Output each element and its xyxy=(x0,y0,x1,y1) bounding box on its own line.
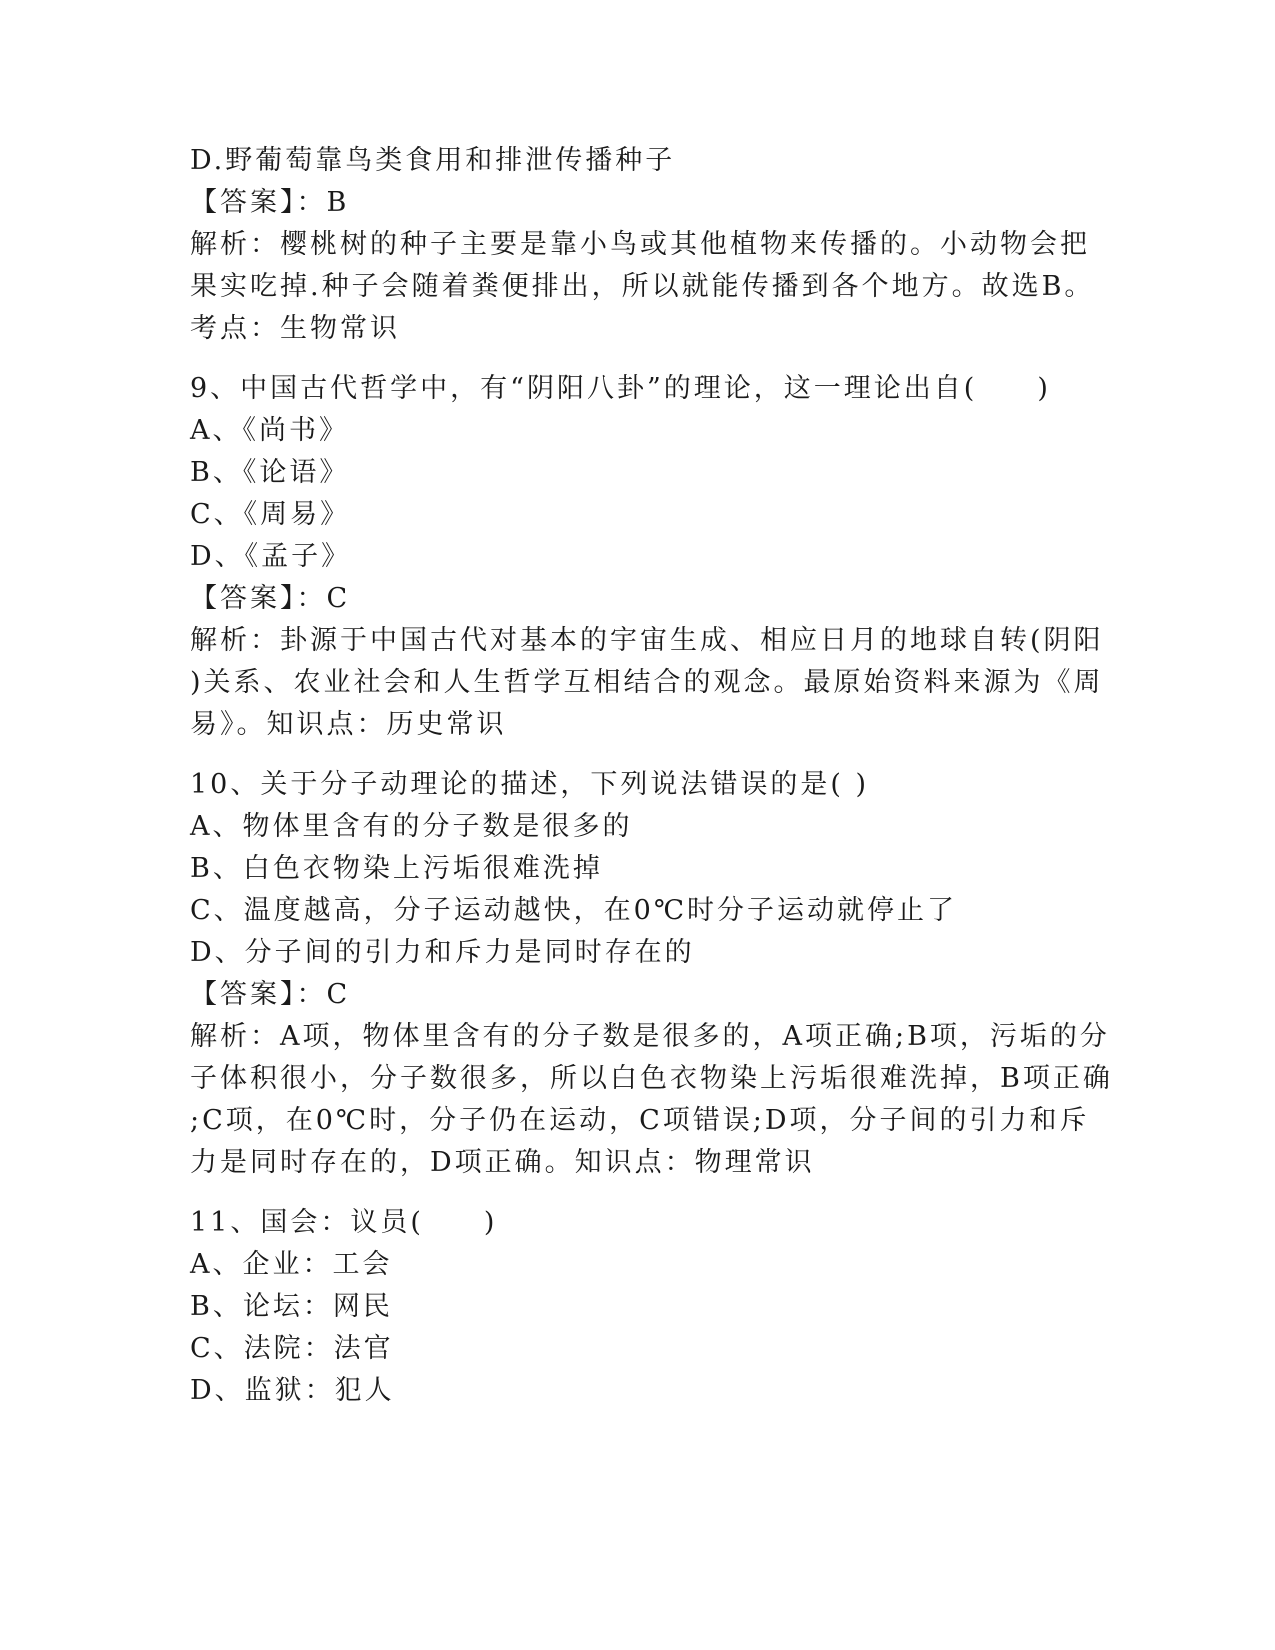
q9-answer: 【答案】：C xyxy=(190,583,351,614)
q9-stem: 9、中国古代哲学中，有“阴阳八卦”的理论，这一理论出自( ) xyxy=(190,373,1051,404)
q10-analysis-line-2: 子体积很小，分子数很多，所以白色衣物染上污垢很难洗掉，B项正确 xyxy=(190,1063,1113,1094)
q10-option-a: A、物体里含有的分子数是很多的 xyxy=(190,811,633,842)
prev-answer: 【答案】：B xyxy=(190,187,350,218)
q10-stem: 10、关于分子动理论的描述，下列说法错误的是( ) xyxy=(190,769,870,800)
q10-analysis-line-3: ;C项，在0℃时，分子仍在运动，C项错误;D项，分子间的引力和斥 xyxy=(190,1105,1090,1136)
q9-analysis-line-2: )关系、农业社会和人生哲学互相结合的观念。最原始资料来源为《周 xyxy=(190,667,1104,698)
prev-option-d: D.野葡萄靠鸟类食用和排泄传播种子 xyxy=(190,145,676,176)
q9-option-b: B、《论语》 xyxy=(190,457,350,488)
prev-analysis-line-3: 考点：生物常识 xyxy=(190,313,400,344)
q10-option-c: C、温度越高，分子运动越快，在0℃时分子运动就停止了 xyxy=(190,895,958,926)
q11-option-d: D、监狱：犯人 xyxy=(190,1375,395,1406)
prev-analysis-line-1: 解析：樱桃树的种子主要是靠小鸟或其他植物来传播的。小动物会把 xyxy=(190,229,1090,260)
q10-answer: 【答案】：C xyxy=(190,979,351,1010)
q9-option-d: D、《孟子》 xyxy=(190,541,352,572)
q10-analysis-line-4: 力是同时存在的，D项正确。知识点：物理常识 xyxy=(190,1147,815,1178)
q11-stem: 11、国会：议员( ) xyxy=(190,1207,498,1238)
q10-option-d: D、分子间的引力和斥力是同时存在的 xyxy=(190,937,695,968)
prev-analysis-line-2: 果实吃掉.种子会随着粪便排出，所以就能传播到各个地方。故选B。 xyxy=(190,271,1095,302)
q11-option-c: C、法院：法官 xyxy=(190,1333,394,1364)
q11-option-a: A、企业：工会 xyxy=(190,1249,393,1280)
q9-option-c: C、《周易》 xyxy=(190,499,351,530)
q10-option-b: B、白色衣物染上污垢很难洗掉 xyxy=(190,853,603,884)
q9-analysis-line-1: 解析：卦源于中国古代对基本的宇宙生成、相应日月的地球自转(阴阳 xyxy=(190,625,1104,656)
q11-option-b: B、论坛：网民 xyxy=(190,1291,393,1322)
q9-analysis-line-3: 易》。知识点：历史常识 xyxy=(190,709,507,740)
q10-analysis-line-1: 解析：A项，物体里含有的分子数是很多的，A项正确;B项，污垢的分 xyxy=(190,1021,1110,1052)
q9-option-a: A、《尚书》 xyxy=(190,415,349,446)
